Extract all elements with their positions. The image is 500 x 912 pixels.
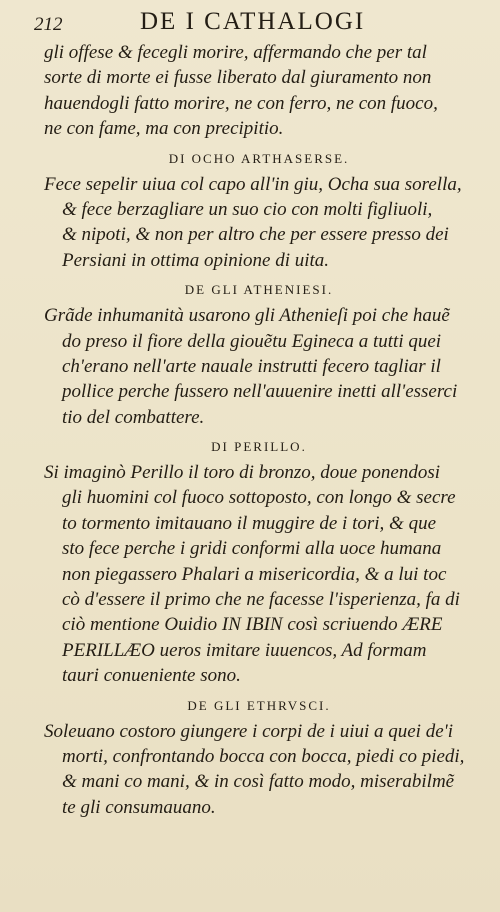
text-line: do preso il fiore della giouẽtu Egineca a tutti quei [62, 330, 442, 352]
page-number: 212 [34, 14, 63, 35]
text-line: te gli consumauano. [62, 796, 216, 818]
text-line: gli offese & fecegli morire, affermando che per tal [44, 42, 427, 63]
text-line: hauendogli fatto morire, ne con ferro, ne con fuoco, [44, 92, 438, 114]
running-head: DE I CATHALOGI [140, 8, 366, 35]
paragraph-etruscans [44, 719, 474, 821]
section-heading: DI PERILLO. [211, 439, 307, 455]
text-line: Persiani in ottima opinione di uita. [62, 249, 330, 271]
text-line: Grãde inhumanità usarono gli Athenieſi poi che hauẽ [44, 305, 450, 327]
paragraph-ocho [44, 172, 474, 274]
section-heading: DE GLI ATHENIESI. [184, 282, 334, 298]
text-line: tio del combattere. [62, 406, 205, 428]
text-line: sorte di morte ei fusse liberato dal giuramento non [44, 67, 432, 89]
page-header [0, 4, 500, 38]
text-line: non piegassero Phalari a misericordia, & a lui toc [62, 563, 447, 585]
text-line: to tormento imitauano il muggire de i tori, & que [62, 512, 436, 534]
text-line: ch'erano nell'arte nauale instrutti fecero tagliar il [62, 355, 441, 377]
section-heading: DE GLI ETHRVSCI. [187, 697, 331, 713]
text-line: sto fece perche i gridi conformi alla uoce humana [62, 538, 442, 560]
text-line: ciò mentione Ouidio IN IBIN così scriuendo ÆRE [62, 614, 443, 636]
text-line: & fece berzagliare un suo cio con molti figliuoli, [62, 198, 433, 220]
text-line: PERILLÆO ueros imitare iuuencos, Ad formam [62, 639, 427, 661]
section-heading: DI OCHO ARTHASERSE. [168, 150, 350, 166]
text-line: tauri conueniente sono. [62, 665, 241, 687]
text-line: morti, confrontando bocca con bocca, piedi co piedi, [62, 745, 465, 767]
paragraph-athenians [44, 303, 474, 430]
text-line: cò d'essere il primo che ne facesse l'isperienza, fa di [62, 589, 460, 611]
text-line: gli huomini col fuoco sottoposto, con longo & secre [62, 487, 456, 509]
text-line: ne con fame, ma con precipitio. [44, 118, 284, 140]
text-line: & mani co mani, & in così fatto modo, miserabilmẽ [62, 771, 455, 793]
paragraph-perillo [44, 460, 474, 689]
page-body [44, 40, 474, 820]
paragraph-continuation [44, 40, 474, 142]
text-line: Soleuano costoro giungere i corpi de i uiui a quei de'i [44, 720, 453, 742]
text-line: Si imaginò Perillo il toro di bronzo, doue ponendosi [44, 462, 441, 484]
text-line: Fece sepelir uiua col capo all'in giu, Ocha sua sorella, [44, 173, 462, 195]
text-line: & nipoti, & non per altro che per essere presso dei [62, 224, 449, 246]
text-line: pollice perche fussero nell'auuenire inetti all'esserci [62, 381, 458, 403]
